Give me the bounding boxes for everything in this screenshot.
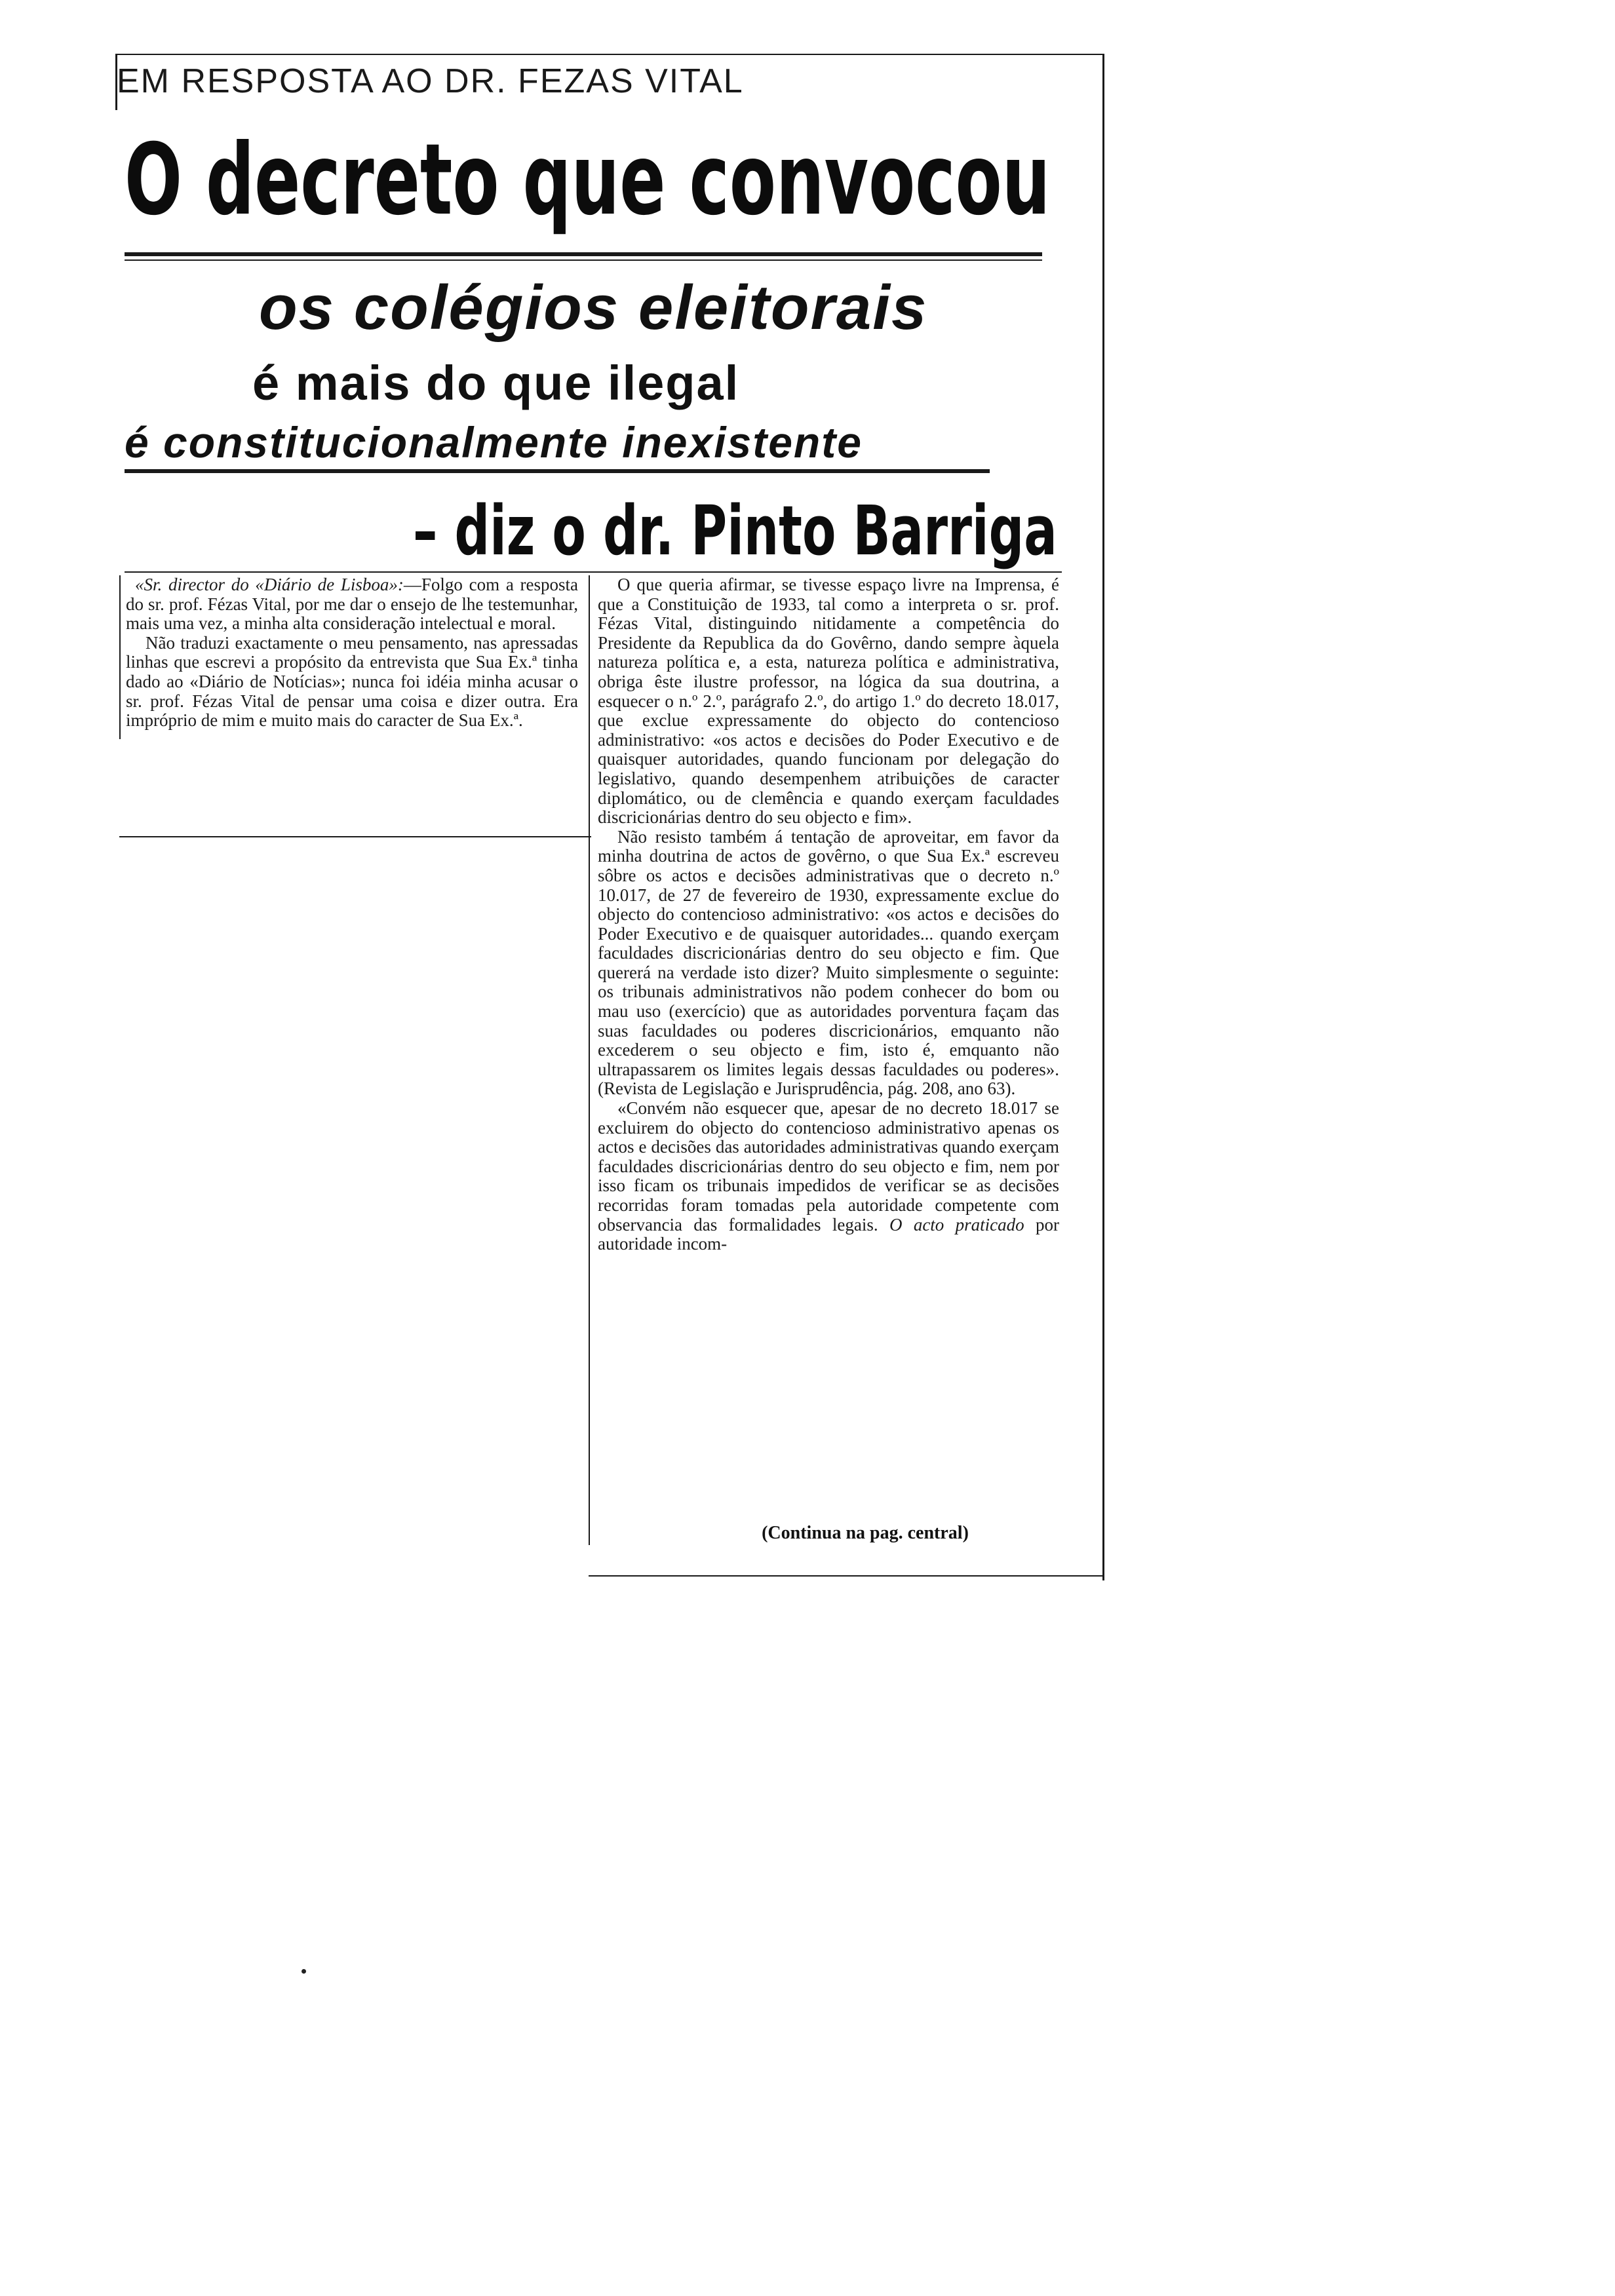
byline-rule (125, 571, 1062, 573)
right-paragraph-1: O que queria afirmar, se tivesse espaço livre na Imprensa, é que a Constituição de 1933, tal como a interpreta o sr. prof. Fézas Vital, distinguindo nitidamente a competência do Presidente da Republica da do Govêrno, dando sempre àquela natureza política e, a esta, natureza política e administrativa, obriga êste ilustre professor, na lógica da sua doutrina, a esquecer o n.º 2.º, parágrafo 2.º, do artigo 1.º do decreto 18.017, que exclue expressamente do objecto do contencioso administrativo: «os actos e decisões do Poder Executivo e de quaisquer autoridades, quando funcionam por delegação do legislativo, quando desempenhem atribuições de caracter diplomático, ou de clemência e quando exerçam faculdades discricionárias dentro do seu objecto e fim». (598, 575, 1059, 828)
subheadline-rule (125, 469, 990, 473)
right-frame-rule (1102, 54, 1104, 1580)
scan-speck (302, 1969, 306, 1974)
column-right (598, 575, 1059, 1254)
left-paragraph-2: Não traduzi exactamente o meu pensamento, nas apressadas linhas que escrevi a propósito da entrevista que Sua Ex.ª tinha dado ao «Diário de Notícias»; nunca foi idéia minha acusar o sr. prof. Fézas Vital de pensar uma coisa e dizer outra. Era impróprio de mim e muito mais do caracter de Sua Ex.ª. (126, 632, 578, 731)
column-left (126, 575, 578, 731)
left-paragraph-1 (126, 575, 578, 634)
headline-rule-lower (125, 259, 1042, 261)
left-paragraph-1-body: —Folgo com a resposta do sr. prof. Fézas Vital, por me dar o ensejo de lhe testemunhar, mais uma vez, a minha alta consideração intelectual e moral. (126, 575, 578, 634)
salutation: «Sr. director do «Diário de Lisboa»: (135, 575, 404, 594)
right-paragraph-2: Não resisto também á tentação de aproveitar, em favor da minha doutrina de actos de govêrno, o que Sua Ex.ª escreveu sôbre os actos e decisões administrativas que o decreto n.º 10.017, de 27 de fevereiro de 1930, expressamente exclue do objecto do contencioso administrativo: «os actos e decisões do Poder Executivo e de quaisquer autoridades... quando exerçam faculdades discricionárias dentro do seu objecto e fim. Que quererá na verdade isto dizer? Muito simplesmente o seguinte: os tribunais administrativos não podem conhecer do bom ou mau uso (exercício) que as autoridades porventura façam das suas faculdades ou poderes discricionários, emquanto não excederem o seu objecto e fim, isto é, emquanto não ultrapassarem os limites legais dessas faculdades ou poderes». (Revista de Legislação e Jurisprudência, pág. 208, ano 63). (598, 826, 1059, 1099)
subheadline-ilegal: é mais do que ilegal (252, 356, 740, 410)
left-column-end-rule (119, 836, 591, 837)
right-paragraph-3-body: «Convém não esquecer que, apesar de no decreto 18.017 se excluirem do objecto do contencioso administrativo apenas os actos e decisões das autoridades administrativas quando exerçam faculdades discricionárias dentro do seu objecto e fim, nem por isso ficam os tribunais impedidos de verificar se as decisões recorridas foram tomadas pela autoridade competente com observancia das formalidades legais. (598, 1098, 1059, 1234)
bottom-frame-rule (589, 1575, 1104, 1577)
continuation-note: (Continua na pag. central) (762, 1523, 969, 1543)
left-column-margin-rule (119, 575, 121, 739)
column-divider (589, 575, 590, 1545)
top-frame-rule (117, 54, 1104, 55)
article-headline: O decreto que convocou (125, 123, 1051, 237)
right-paragraph-3 (598, 1099, 1059, 1254)
subheadline-colegios: os colégios eleitorais (259, 273, 928, 343)
headline-rule-upper (125, 252, 1042, 256)
article-byline: – diz o dr. Pinto Barriga (413, 491, 1057, 571)
right-paragraph-3-italic: O acto praticado (889, 1214, 1024, 1234)
article-kicker: EM RESPOSTA AO DR. FEZAS VITAL (117, 62, 744, 100)
right-paragraph-3-tail: por autoridade incom- (598, 1214, 1059, 1254)
subheadline-inexistente: é constitucionalmente inexistente (125, 418, 863, 467)
